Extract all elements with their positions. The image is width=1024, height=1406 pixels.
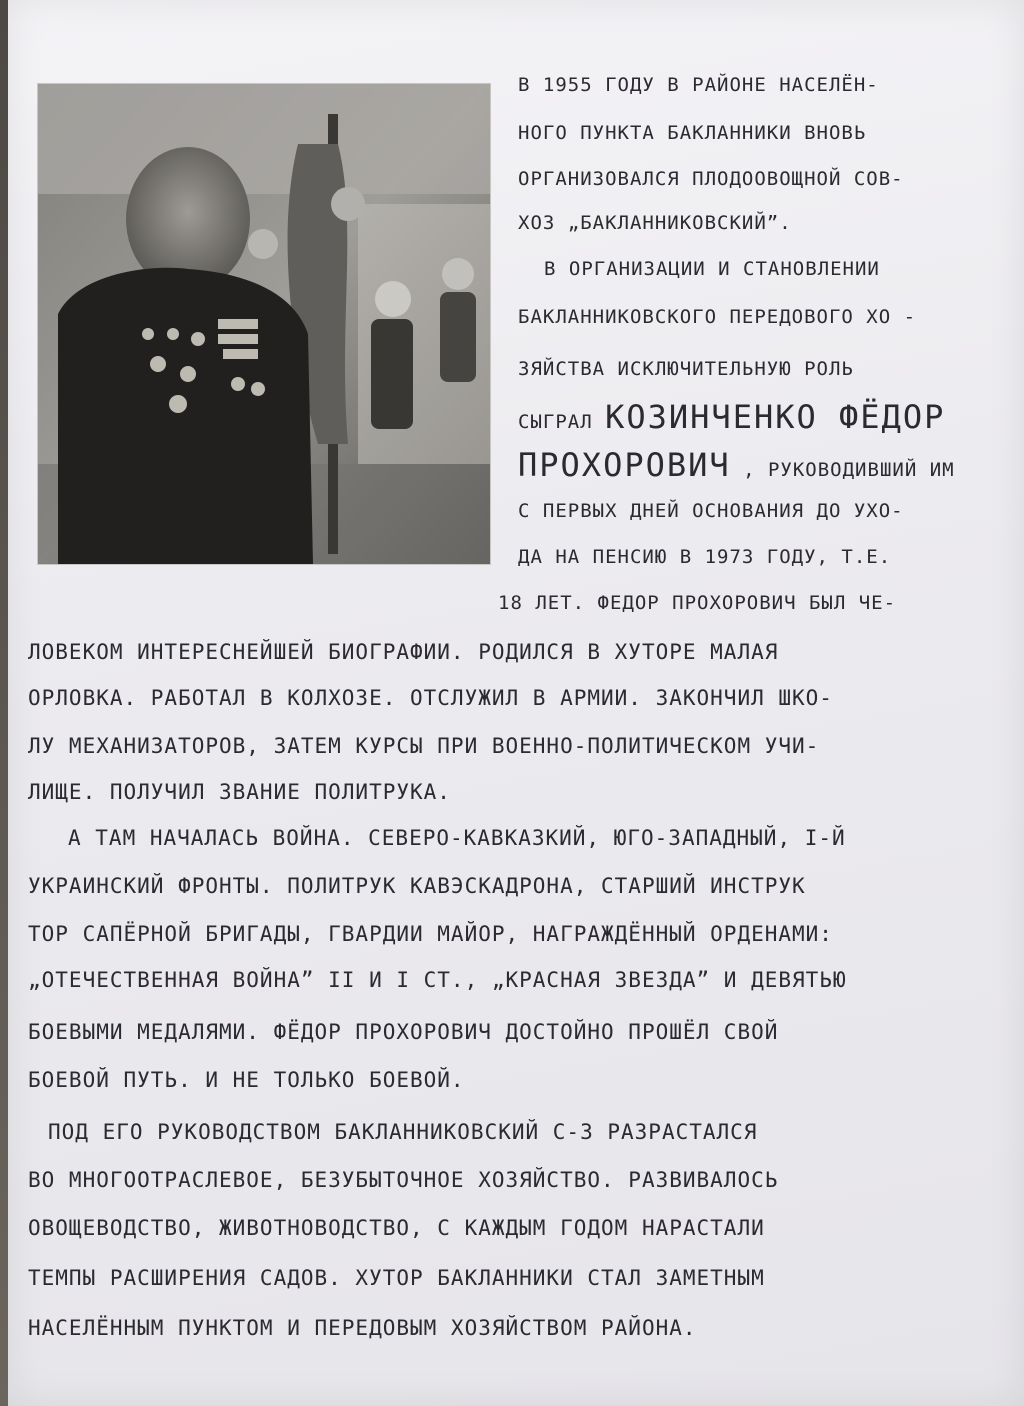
text-line-intro-6: БАКЛАННИКОВСКОГО ПЕРЕДОВОГО ХО -: [518, 306, 917, 328]
paper-sheet: [8, 0, 1024, 1406]
text-line-body-5: А ТАМ НАЧАЛАСЬ ВОЙНА. СЕВЕРО-КАВКАЗКИЙ, ЮГО-ЗАПАДНЫЙ, I-Й: [68, 826, 846, 850]
name-line-prefix: СЫГРАЛ: [518, 411, 593, 433]
text-line-intro-2: НОГО ПУНКТА БАКЛАННИКИ ВНОВЬ: [518, 122, 867, 144]
text-line-body-8: „ОТЕЧЕСТВЕННАЯ ВОЙНА” II И I СТ., „КРАСНАЯ ЗВЕЗДА” И ДЕВЯТЬЮ: [28, 968, 847, 992]
text-line-body-15: НАСЕЛЁННЫМ ПУНКТОМ И ПЕРЕДОВЫМ ХОЗЯЙСТВОМ РАЙОНА.: [28, 1316, 697, 1340]
person-name: КОЗИНЧЕНКО ФЁДОР: [605, 398, 946, 436]
text-line-body-4: ЛИЩЕ. ПОЛУЧИЛ ЗВАНИЕ ПОЛИТРУКА.: [28, 780, 451, 804]
text-line-continued-1: С ПЕРВЫХ ДНЕЙ ОСНОВАНИЯ ДО УХО-: [518, 500, 904, 522]
patronymic-line-rest: , РУКОВОДИВШИЙ ИМ: [743, 459, 955, 481]
text-line-body-1: ЛОВЕКОМ ИНТЕРЕСНЕЙШЕЙ БИОГРАФИИ. РОДИЛСЯ В ХУТОРЕ МАЛАЯ: [28, 640, 779, 664]
text-line-intro-1: В 1955 ГОДУ В РАЙОНЕ НАСЕЛЁН-: [518, 74, 879, 96]
text-line-body-13: ОВОЩЕВОДСТВО, ЖИВОТНОВОДСТВО, С КАЖДЫМ ГОДОМ НАРАСТАЛИ: [28, 1216, 765, 1240]
portrait-photo-image: [38, 84, 490, 564]
text-line-body-9: БОЕВЫМИ МЕДАЛЯМИ. ФЁДОР ПРОХОРОВИЧ ДОСТОЙНО ПРОШЁЛ СВОЙ: [28, 1020, 779, 1044]
text-line-body-6: УКРАИНСКИЙ ФРОНТЫ. ПОЛИТРУК КАВЭСКАДРОНА, СТАРШИЙ ИНСТРУК: [28, 874, 806, 898]
text-line-body-3: ЛУ МЕХАНИЗАТОРОВ, ЗАТЕМ КУРСЫ ПРИ ВОЕННО-ПОЛИТИЧЕСКОМ УЧИ-: [28, 734, 820, 758]
text-line-intro-7: ЗЯЙСТВА ИСКЛЮЧИТЕЛЬНУЮ РОЛЬ: [518, 358, 854, 380]
text-line-body-14: ТЕМПЫ РАСШИРЕНИЯ САДОВ. ХУТОР БАКЛАННИКИ СТАЛ ЗАМЕТНЫМ: [28, 1266, 765, 1290]
text-line-intro-5: В ОРГАНИЗАЦИИ И СТАНОВЛЕНИИ: [544, 258, 880, 280]
person-patronymic: ПРОХОРОВИЧ: [518, 446, 731, 484]
text-line-body-2: ОРЛОВКА. РАБОТАЛ В КОЛХОЗЕ. ОТСЛУЖИЛ В АРМИИ. ЗАКОНЧИЛ ШКО-: [28, 686, 833, 710]
portrait-photo: [38, 84, 490, 564]
text-line-intro-4: ХОЗ „БАКЛАННИКОВСКИЙ”.: [518, 212, 792, 234]
text-line-body-11: ПОД ЕГО РУКОВОДСТВОМ БАКЛАННИКОВСКИЙ С-З РАЗРАСТАЛСЯ: [48, 1120, 758, 1144]
text-line-continued-3: 18 ЛЕТ. ФЕДОР ПРОХОРОВИЧ БЫЛ ЧЕ-: [498, 592, 897, 614]
text-line-body-10: БОЕВОЙ ПУТЬ. И НЕ ТОЛЬКО БОЕВОЙ.: [28, 1068, 465, 1092]
text-line-intro-3: ОРГАНИЗОВАЛСЯ ПЛОДООВОЩНОЙ СОВ-: [518, 168, 904, 190]
text-line-continued-2: ДА НА ПЕНСИЮ В 1973 ГОДУ, Т.Е.: [518, 546, 892, 568]
text-line-patronymic: [518, 446, 955, 484]
text-line-body-7: ТОР САПЁРНОЙ БРИГАДЫ, ГВАРДИИ МАЙОР, НАГРАЖДЁННЫЙ ОРДЕНАМИ:: [28, 922, 833, 946]
text-line-name: [518, 398, 945, 436]
text-line-body-12: ВО МНОГООТРАСЛЕВОЕ, БЕЗУБЫТОЧНОЕ ХОЗЯЙСТВО. РАЗВИВАЛОСЬ: [28, 1168, 779, 1192]
